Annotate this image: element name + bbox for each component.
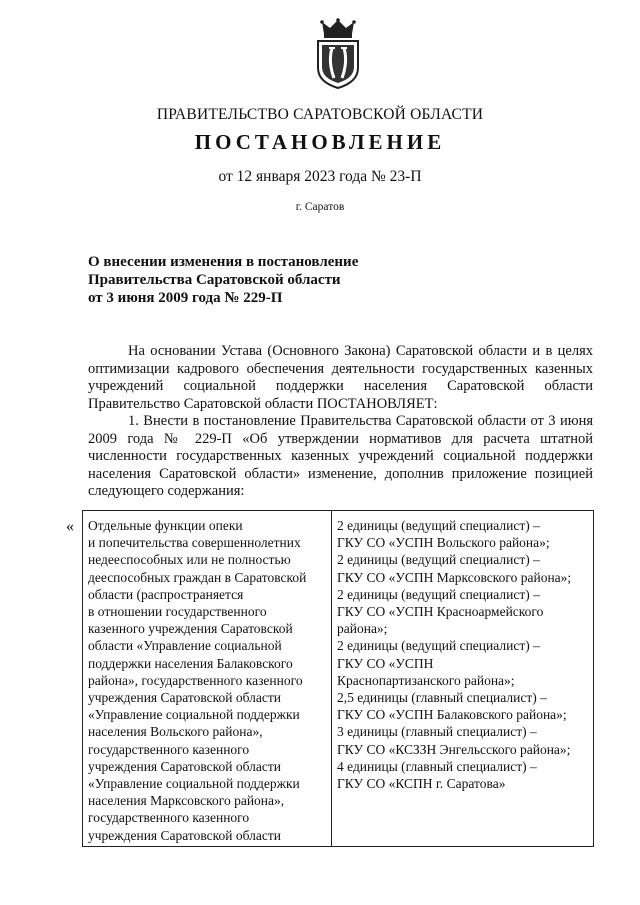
table-line: 3 единицы (главный специалист) – bbox=[337, 724, 537, 740]
table-line: в отношении государственного bbox=[88, 604, 267, 620]
document-subject bbox=[88, 253, 408, 307]
document-body bbox=[88, 343, 593, 501]
table-line: казенного учреждения Саратовской bbox=[88, 621, 293, 637]
table-line: ГКУ СО «УСПН Марксовского района»; bbox=[337, 569, 572, 585]
table-line: поддержки населения Балаковского bbox=[88, 655, 293, 671]
table-line: 4 единицы (главный специалист) – bbox=[337, 758, 537, 774]
table-line: учреждения Саратовской области bbox=[88, 827, 282, 843]
table-line: учреждения Саратовской области bbox=[88, 690, 282, 706]
table-line: Краснопартизанского района»; bbox=[337, 672, 515, 688]
table-line: 2 единицы (ведущий специалист) – bbox=[337, 638, 540, 654]
table-line: недееспособных или не полностью bbox=[88, 552, 291, 568]
subject-line: от 3 июня 2009 года № 229-П bbox=[88, 290, 283, 306]
table-line: 2 единицы (ведущий специалист) – bbox=[337, 586, 540, 602]
table-line: учреждения Саратовской области bbox=[88, 758, 282, 774]
subject-line: Правительства Саратовской области bbox=[88, 272, 341, 288]
document-city: г. Саратов bbox=[295, 201, 345, 213]
table-line: государственного казенного bbox=[88, 810, 250, 826]
document-date-number: от 12 января 2023 года № 23-П bbox=[218, 168, 422, 185]
table-line: «Управление социальной поддержки bbox=[88, 707, 300, 723]
table-cell-staffing bbox=[332, 511, 593, 846]
table-line: Отдельные функции опеки bbox=[88, 518, 243, 533]
table-line: дееспособных граждан в Саратовской bbox=[88, 569, 307, 585]
table-line: ГКУ СО «УСПН Красноармейского bbox=[337, 604, 544, 620]
opening-quote: « bbox=[66, 518, 74, 535]
table-line: населения Марксовского района», bbox=[88, 793, 285, 809]
table-line: области (распространяется bbox=[88, 586, 244, 602]
table-cell-function bbox=[83, 511, 332, 846]
table-line: ГКУ СО «УСПН bbox=[337, 655, 434, 671]
body-paragraph: На основании Устава (Основного Закона) Саратовской области и в целях оптимизации кадрового обеспечения деятельности государственных казенных учреждений социальной поддержки населения Саратовской области Правительство Саратовской области ПОСТАНОВЛЯЕТ: bbox=[88, 343, 593, 412]
table-line: государственного казенного bbox=[88, 741, 250, 757]
table-line: 2 единицы (ведущий специалист) – bbox=[337, 552, 540, 568]
table-line: района»; bbox=[337, 621, 388, 637]
subject-line: О внесении изменения в постановление bbox=[88, 254, 359, 270]
table-line: и попечительства совершеннолетних bbox=[88, 535, 301, 551]
table-line: области «Управление социальной bbox=[88, 638, 282, 654]
table-line: ГКУ СО «УСПН Балаковского района»; bbox=[337, 707, 567, 723]
table-line: 2 единицы (ведущий специалист) – bbox=[337, 518, 540, 533]
table-line: района», государственного казенного bbox=[88, 672, 303, 688]
table-line: 2,5 единицы (главный специалист) – bbox=[337, 690, 547, 706]
government-name: ПРАВИТЕЛЬСТВО САРАТОВСКОЙ ОБЛАСТИ bbox=[156, 106, 484, 123]
table-line: ГКУ СО «УСПН Вольского района»; bbox=[337, 535, 550, 551]
table-line: ГКУ СО «КСПН г. Саратова» bbox=[337, 776, 506, 792]
position-table bbox=[82, 510, 594, 847]
table-line: «Управление социальной поддержки bbox=[88, 776, 300, 792]
document-type: ПОСТАНОВЛЕНИЕ bbox=[194, 130, 446, 154]
table-line: ГКУ СО «КСЗЗН Энгельсского района»; bbox=[337, 741, 571, 757]
body-paragraph: 1. Внести в постановление Правительства Саратовской области от 3 июня 2009 года № 229-П «Об утверждении нормативов для расчета штатной численности государственных казенных учреждений социальной поддержки населения Саратовской области» изменение, дополнив приложение позицией следующего содержания: bbox=[88, 413, 593, 499]
coat-of-arms-icon bbox=[312, 18, 364, 90]
table-line: населения Вольского района», bbox=[88, 724, 263, 740]
